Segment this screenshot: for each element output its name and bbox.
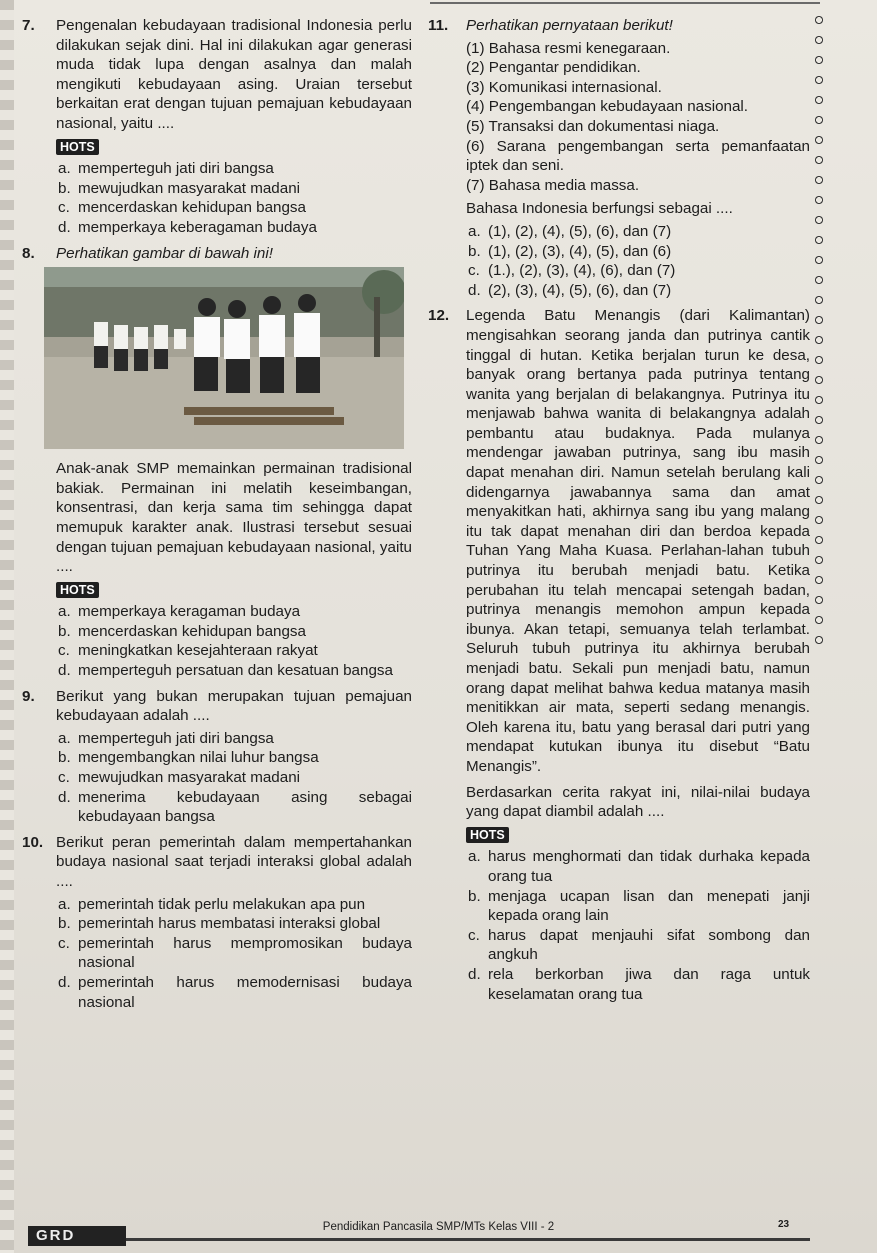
question-stem: Berikut peran pemerintah dalam mempertahankan budaya nasional saat terjadi interaksi global adalah ....	[56, 833, 412, 890]
option-c[interactable]: c. harus dapat menjauhi sifat sombong dan angkuh	[468, 926, 810, 964]
right-column	[428, 16, 810, 1010]
option-b[interactable]: b. pemerintah harus membatasi interaksi global	[58, 915, 381, 933]
publisher-logo: GRD	[28, 1226, 126, 1246]
question-number: 12.	[428, 307, 450, 325]
question-11	[428, 16, 810, 300]
option-a[interactable]: a. pemerintah tidak perlu melakukan apa pun	[58, 895, 366, 913]
bakiak-game-photo	[44, 267, 404, 449]
question-caption: Anak-anak SMP memainkan permainan tradisional bakiak. Permainan ini melatih keseimbangan, konsentrasi, dan kerja sama tim sehingga dapat memupuk karakter anak. Ilustrasi tersebut sesuai dengan tujuan pemajuan kebudayaan nasional, yaitu ....	[56, 460, 412, 576]
option-d[interactable]: d. rela berkorban jiwa dan raga untuk keselamatan orang tua	[468, 965, 810, 1003]
question-8-body	[22, 459, 416, 681]
option-b[interactable]: b. mewujudkan masyarakat madani	[58, 179, 301, 197]
option-a[interactable]: a. memperkaya keragaman budaya	[58, 603, 301, 621]
option-d[interactable]: d. memperkaya keberagaman budaya	[58, 218, 317, 236]
left-column	[22, 16, 416, 1018]
question-number: 8.	[22, 244, 35, 262]
hots-badge: HOTS	[466, 827, 509, 843]
option-a[interactable]: a. (1), (2), (4), (5), (6), dan (7)	[468, 222, 672, 240]
option-b[interactable]: b. (1), (2), (3), (4), (5), dan (6)	[468, 242, 672, 260]
page-number: 23	[778, 1219, 790, 1230]
question-stem: Perhatikan gambar di bawah ini!	[56, 244, 273, 262]
statement-1: (1) Bahasa resmi kenegaraan.	[466, 39, 671, 57]
option-c[interactable]: c. meningkatkan kesejahteraan rakyat	[58, 642, 318, 660]
option-c[interactable]: c. (1.), (2), (3), (4), (6), dan (7)	[468, 262, 676, 280]
question-stem: Pengenalan kebudayaan tradisional Indonesia perlu dilakukan sejak dini. Hal ini dilakukan agar generasi muda tidak lupa dengan asalnya dan malah mengikuti kebudayaan asing. Uraian tersebut berkaitan erat dengan tujuan pemajuan kebudayaan nasional, yaitu ....	[56, 17, 412, 132]
question-prompt: Bahasa Indonesia berfungsi sebagai ....	[466, 200, 733, 218]
option-d[interactable]: d. menerima kebudayaan asing sebagai kebudayaan bangsa	[58, 788, 412, 826]
hots-badge: HOTS	[56, 139, 99, 155]
question-number: 11.	[428, 17, 449, 34]
option-d[interactable]: d. memperteguh persatuan dan kesatuan bangsa	[58, 662, 393, 680]
statement-7: (7) Bahasa media massa.	[466, 176, 640, 194]
question-12	[428, 306, 810, 1004]
question-7	[22, 16, 416, 238]
decorative-ring-border	[813, 10, 825, 650]
option-a[interactable]: a. memperteguh jati diri bangsa	[58, 729, 274, 747]
option-c[interactable]: c. mewujudkan masyarakat madani	[58, 769, 301, 787]
option-b[interactable]: b. mengembangkan nilai luhur bangsa	[58, 749, 319, 767]
question-number: 9.	[22, 687, 35, 705]
footer-divider	[110, 1238, 810, 1241]
option-b[interactable]: b. mencerdaskan kehidupan bangsa	[58, 622, 306, 640]
option-a[interactable]: a. harus menghormati dan tidak durhaka kepada orang tua	[468, 848, 810, 885]
option-a[interactable]: a. memperteguh jati diri bangsa	[58, 160, 274, 178]
question-number: 10.	[22, 833, 44, 851]
option-c[interactable]: c. mencerdaskan kehidupan bangsa	[58, 199, 306, 217]
statement-5: (5) Transaksi dan dokumentasi niaga.	[466, 117, 720, 135]
statement-4: (4) Pengembangan kebudayaan nasional.	[466, 98, 749, 116]
option-d[interactable]: d. pemerintah harus memodernisasi budaya nasional	[58, 973, 412, 1011]
option-d[interactable]: d. (2), (3), (4), (5), (6), dan (7)	[468, 281, 672, 299]
statement-6: (6) Sarana pengembangan serta pemanfaatan iptek dan seni.	[466, 137, 810, 175]
statement-3: (3) Komunikasi internasional.	[466, 78, 662, 96]
statement-2: (2) Pengantar pendidikan.	[466, 59, 641, 77]
book-title-footer: Pendidikan Pancasila SMP/MTs Kelas VIII - 2	[322, 1221, 555, 1233]
question-10	[22, 833, 416, 1012]
question-8	[22, 244, 416, 264]
question-stem: Berikut yang bukan merupakan tujuan pemajuan kebudayaan adalah ....	[56, 687, 412, 725]
question-number: 7.	[22, 17, 35, 34]
story-text: Legenda Batu Menangis (dari Kalimantan) mengisahkan seorang janda dan putrinya cantik tinggal di hutan. Ketika berjalan turun ke desa, banyak orang bertanya pada putrinya tentang wanita yang berjalan di belakangnya. Putrinya itu menjawab bahwa wanita di belakangnya adalah pembantu atau budaknya. Pada mulanya mendengar jawaban putrinya, sang ibu masih dapat menahan diri. Namun setelah berulang kali didengarnya jawabannya sama dan amat menyakitkan hati, akhirnya sang ibu yang malang itu tak dapat menahan diri dan berdoa kepada Tuhan Yang Maha Kuasa. Perlahan-lahan tubuh putrinya itu berubah menjadi batu. Ketika perubahan itu telah mencapai setengah badan, putrinya menangis memohon ampun kepada ibunya. Akan tetapi, semuanya telah terlambat. Seluruh tubuh putrinya itu akhirnya berubah menjadi batu. Sekali pun menjadi batu, namun orang dapat melihat bahwa kedua matanya masih menitikkan air mata, seperti sedang menangis. Oleh karena itu, batu yang berasal dari putri yang mendapat kutukan ibunya itu disebut “Batu Menangis”.	[466, 307, 810, 775]
option-b[interactable]: b. menjaga ucapan lisan dan menepati janji kepada orang lain	[468, 887, 810, 925]
binding-spine	[0, 0, 14, 1253]
question-9	[22, 687, 416, 827]
question-prompt: Berdasarkan cerita rakyat ini, nilai-nilai budaya yang dapat diambil adalah ....	[466, 783, 810, 821]
question-stem: Perhatikan pernyataan berikut!	[466, 17, 673, 34]
option-c[interactable]: c. pemerintah harus mempromosikan budaya nasional	[58, 934, 412, 972]
hots-badge: HOTS	[56, 582, 99, 598]
